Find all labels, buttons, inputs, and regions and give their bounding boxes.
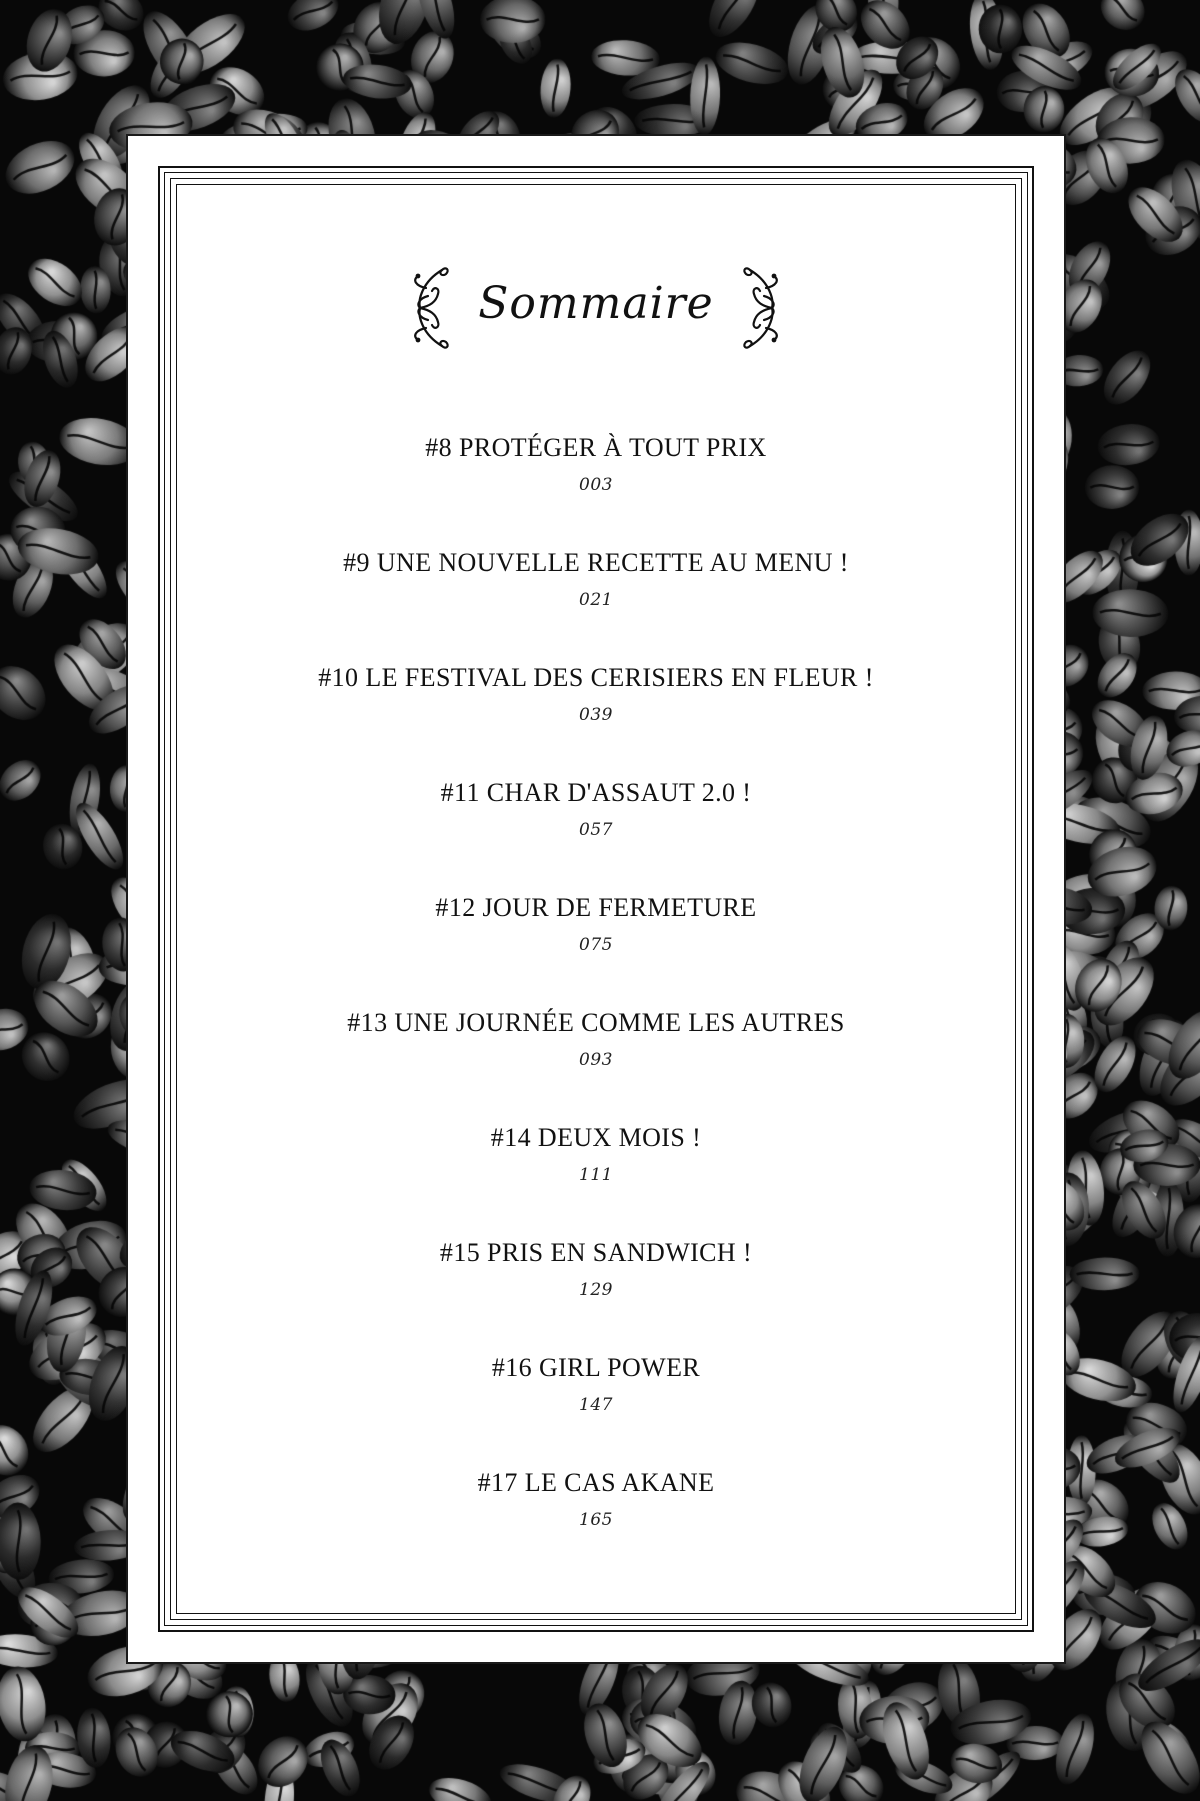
chapter-title: #14 DEUX MOIS ! bbox=[490, 1123, 702, 1152]
page-title: Sommaire bbox=[478, 278, 714, 329]
chapter-title: #10 LE FESTIVAL DES CERISIERS EN FLEUR ! bbox=[318, 663, 874, 692]
chapter-title: #8 PROTÉGER À TOUT PRIX bbox=[425, 433, 767, 462]
toc-entry bbox=[192, 1461, 1000, 1576]
toc-entry bbox=[192, 426, 1000, 541]
toc-entry bbox=[192, 771, 1000, 886]
toc-entry bbox=[192, 656, 1000, 771]
chapter-title: #9 UNE NOUVELLE RECETTE AU MENU ! bbox=[343, 548, 849, 577]
chapter-title: #12 JOUR DE FERMETURE bbox=[435, 893, 757, 922]
page-number: 111 bbox=[579, 1165, 613, 1185]
toc-entry bbox=[192, 1346, 1000, 1461]
page-number: 057 bbox=[579, 820, 613, 840]
chapter-title: #15 PRIS EN SANDWICH ! bbox=[439, 1238, 753, 1267]
contents-panel bbox=[128, 136, 1064, 1662]
chapter-title: #16 GIRL POWER bbox=[491, 1353, 701, 1382]
table-of-contents bbox=[192, 426, 1000, 1576]
page-number: 075 bbox=[579, 935, 613, 955]
page-number: 039 bbox=[579, 705, 613, 725]
toc-entry bbox=[192, 886, 1000, 1001]
toc-entry bbox=[192, 541, 1000, 656]
toc-entry bbox=[192, 1231, 1000, 1346]
page-number: 147 bbox=[579, 1395, 613, 1415]
page-number: 165 bbox=[579, 1510, 613, 1530]
toc-entry bbox=[192, 1116, 1000, 1231]
chapter-title: #17 LE CAS AKANE bbox=[477, 1468, 715, 1497]
page-number: 021 bbox=[579, 590, 613, 610]
chapter-title: #13 UNE JOURNÉE COMME LES AUTRES bbox=[347, 1008, 845, 1037]
page-number: 093 bbox=[579, 1050, 613, 1070]
title-block bbox=[132, 248, 1060, 368]
page-number: 003 bbox=[579, 475, 613, 495]
toc-entry bbox=[192, 1001, 1000, 1116]
flourish-right-icon bbox=[740, 260, 784, 356]
flourish-left-icon bbox=[408, 260, 452, 356]
page-number: 129 bbox=[579, 1280, 613, 1300]
chapter-title: #11 CHAR D'ASSAUT 2.0 ! bbox=[440, 778, 752, 807]
